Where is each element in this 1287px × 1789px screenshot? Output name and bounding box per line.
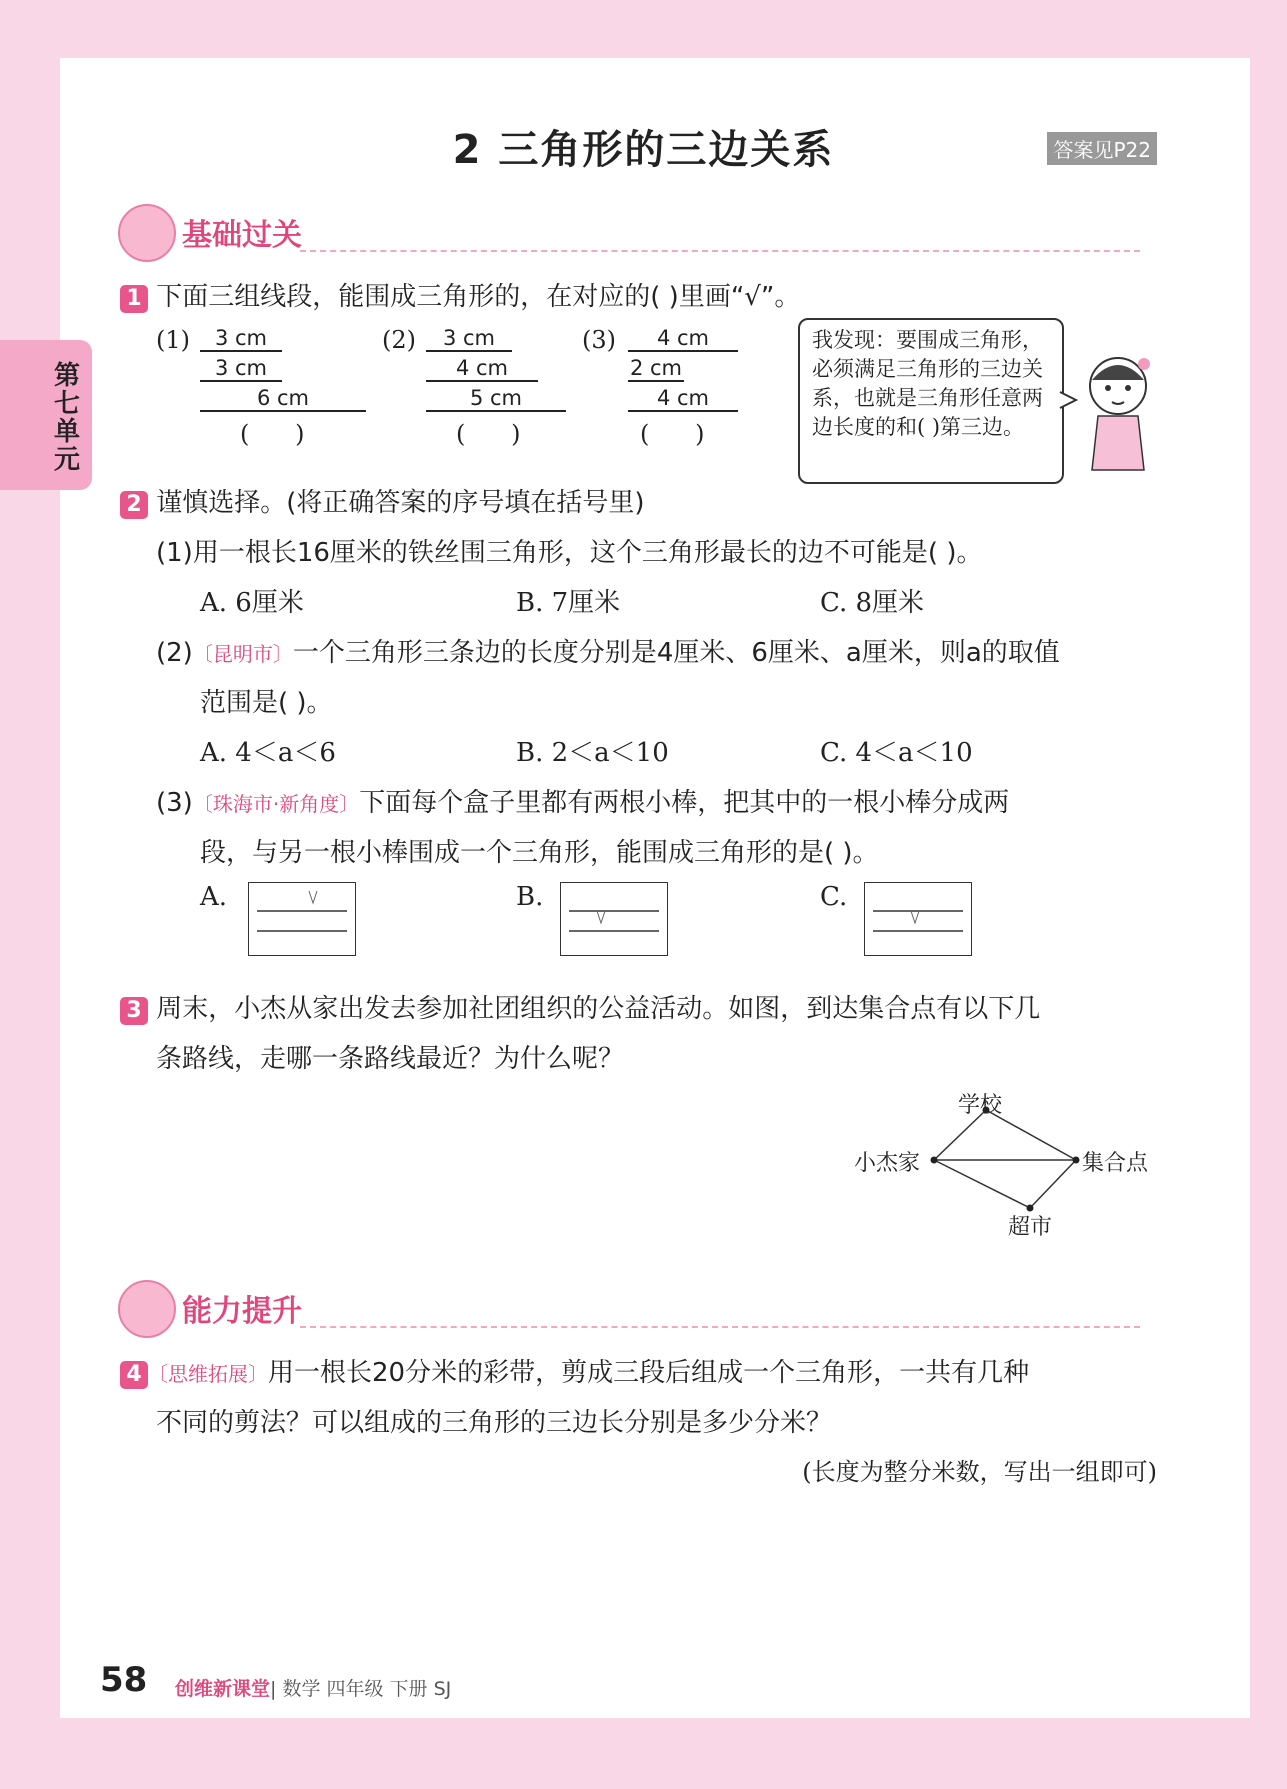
- stick-box-a[interactable]: [248, 882, 356, 956]
- sticks-icon: [561, 883, 667, 955]
- option-a[interactable]: A. 6厘米: [200, 588, 304, 618]
- question-3: [120, 988, 1170, 1025]
- bubble-text: 我发现：要围成三角形，必须满足三角形的三边关系，也就是三角形任意两边长度的和( )第三边。: [812, 328, 1043, 439]
- question-2-3-text2: 段，与另一根小棒围成一个三角形，能围成三角形的是( )。: [200, 838, 879, 868]
- option-a[interactable]: A. 4＜a＜6: [200, 738, 336, 768]
- question-number: 3: [120, 997, 148, 1025]
- stick-box-b[interactable]: [560, 882, 668, 956]
- question-2-2-text: 一个三角形三条边的长度分别是4厘米、6厘米、a厘米，则a的取值: [292, 638, 1060, 668]
- answer-blank[interactable]: ( ): [640, 420, 705, 448]
- map-label-home: 小杰家: [854, 1151, 921, 1176]
- footer-info: [175, 1674, 451, 1701]
- section-divider: [300, 250, 1140, 252]
- map-label-school: 学校: [958, 1093, 1003, 1118]
- segment-label: 3 cm: [214, 326, 268, 350]
- page-title: 2 三角形的三边关系: [452, 127, 835, 173]
- segment-label: 3 cm: [214, 356, 268, 380]
- segment-label: 4 cm: [455, 356, 509, 380]
- question-1-text: 下面三组线段，能围成三角形的，在对应的( )里画“√”。: [156, 282, 801, 312]
- question-4-text: 用一根长20分米的彩带，剪成三段后组成一个三角形，一共有几种: [268, 1358, 1030, 1388]
- segment-label: 3 cm: [442, 326, 496, 350]
- option-b-label[interactable]: B.: [516, 882, 544, 912]
- option-a-label[interactable]: A.: [200, 882, 228, 912]
- segment-label: 5 cm: [469, 386, 523, 410]
- question-2-3-text: 下面每个盒子里都有两根小棒，把其中的一根小棒分成两: [359, 788, 1010, 818]
- sticks-icon: [865, 883, 971, 955]
- option-b[interactable]: B. 2＜a＜10: [516, 738, 669, 768]
- question-2-2-prefix: (2): [156, 638, 193, 668]
- cartoon-face-icon: [118, 1280, 176, 1338]
- segment-label: 4 cm: [656, 326, 710, 350]
- question-2-2-text2: 范围是( )。: [200, 688, 333, 718]
- segment-label: 4 cm: [656, 386, 710, 410]
- question-number: 1: [120, 285, 148, 313]
- group-1-label: (1): [156, 326, 190, 354]
- question-3-text2: 条路线，走哪一条路线最近？为什么呢？: [156, 1044, 625, 1074]
- answer-reference-badge: 答案见P22: [1047, 132, 1157, 165]
- source-tag: 〔思维拓展〕: [148, 1362, 268, 1386]
- sticks-icon: [249, 883, 355, 955]
- question-4-text2: 不同的剪法？可以组成的三角形的三边长分别是多少分米？: [156, 1408, 833, 1438]
- option-b[interactable]: B. 7厘米: [516, 588, 621, 618]
- segment-label: 2 cm: [629, 356, 683, 380]
- section-divider: [300, 1326, 1140, 1328]
- option-c-label[interactable]: C.: [820, 882, 848, 912]
- group-3-label: (3): [582, 326, 616, 354]
- question-2-1-text: (1)用一根长16厘米的铁丝围三角形，这个三角形最长的边不可能是( )。: [156, 538, 983, 568]
- group-2-label: (2): [382, 326, 416, 354]
- section-basic-title: 基础过关: [182, 218, 302, 253]
- cartoon-face-icon: [118, 204, 176, 262]
- unit-tab: [0, 340, 92, 490]
- question-2: [120, 482, 1020, 519]
- source-tag: 〔昆明市〕: [192, 642, 293, 666]
- option-c[interactable]: C. 4＜a＜10: [820, 738, 973, 768]
- source-tag: 〔珠海市·新角度〕: [192, 792, 360, 816]
- question-2-text: 谨慎选择。(将正确答案的序号填在括号里): [156, 488, 645, 518]
- unit-tab-label: 第七单元: [53, 361, 80, 475]
- map-label-market: 超市: [1008, 1215, 1053, 1240]
- question-1: [120, 276, 1020, 313]
- map-label-meet: 集合点: [1082, 1151, 1149, 1176]
- question-4: [120, 1352, 1170, 1389]
- question-2-3: [156, 782, 1166, 819]
- question-2-3-prefix: (3): [156, 788, 193, 818]
- question-number: 2: [120, 491, 148, 519]
- section-advanced-title: 能力提升: [182, 1294, 302, 1329]
- answer-blank[interactable]: ( ): [456, 420, 521, 448]
- segment-label: 6 cm: [256, 386, 310, 410]
- girl-cartoon-icon: [1078, 350, 1160, 478]
- question-number: 4: [120, 1361, 148, 1389]
- question-2-2: [156, 632, 1166, 669]
- option-c[interactable]: C. 8厘米: [820, 588, 925, 618]
- page-number: 58: [100, 1660, 148, 1700]
- question-4-note: (长度为整分米数，写出一组即可): [802, 1458, 1157, 1486]
- bubble-tail-icon: [1058, 390, 1080, 412]
- footer-meta: | 数学 四年级 下册 SJ: [270, 1678, 452, 1700]
- stick-box-c[interactable]: [864, 882, 972, 956]
- answer-blank[interactable]: ( ): [240, 420, 305, 448]
- question-3-text: 周末，小杰从家出发去参加社团组织的公益活动。如图，到达集合点有以下几: [156, 994, 1041, 1024]
- footer-brand: 创维新课堂: [175, 1678, 271, 1700]
